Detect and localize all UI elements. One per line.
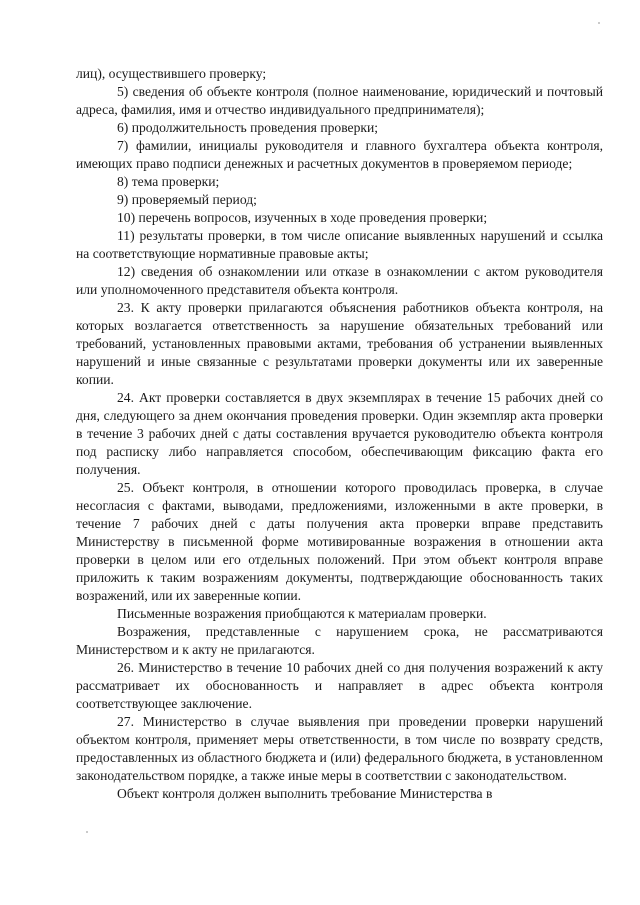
scan-speck (86, 831, 88, 833)
paragraph-14: Возражения, представленные с нарушением срока, не рассматриваются Министерством и к акту не прилагаются. (76, 624, 603, 657)
paragraph-3: 6) продолжительность проведения проверки; (117, 120, 379, 135)
paragraph-8: 11) результаты проверки, в том числе описание выявленных нарушений и ссылка на соответствующие нормативные правовые акты; (76, 228, 603, 261)
paragraph-6: 9) проверяемый период; (117, 192, 257, 207)
paragraph-11: 24. Акт проверки составляется в двух экземплярах в течение 15 рабочих дней со дня, следующего за днем окончания проведения проверки. Один экземпляр акта проверки в течение 3 рабочих дней с даты составления вручается руководителю объекта контроля под расписку либо направляется способом, обеспечивающим фиксацию факта его получения. (76, 390, 603, 477)
paragraph-15: 26. Министерство в течение 10 рабочих дней со дня получения возражений к акту рассматривает их обоснованность и направляет в адрес объекта контроля соответствующее заключение. (76, 660, 603, 711)
paragraph-2: 5) сведения об объекте контроля (полное наименование, юридический и почтовый адреса, фамилия, имя и отчество индивидуального предпринимателя); (76, 84, 603, 117)
paragraph-10: 23. К акту проверки прилагаются объяснения работников объекта контроля, на которых возлагается ответственность за нарушение обязательных требований или требований, установленных правовыми актами, требования об устранении выявленных нарушений и иные связанные с результатами проверки документы или их заверенные копии. (76, 300, 603, 387)
paragraph-5: 8) тема проверки; (117, 174, 220, 189)
paragraph-7: 10) перечень вопросов, изученных в ходе проведения проверки; (117, 210, 488, 225)
paragraph-13: Письменные возражения приобщаются к материалам проверки. (117, 606, 487, 621)
paragraph-9: 12) сведения об ознакомлении или отказе в ознакомлении с актом руководителя или уполномоченного представителя объекта контроля. (76, 264, 603, 297)
scan-speck (598, 22, 600, 24)
paragraph-16: 27. Министерство в случае выявления при проведении проверки нарушений объектом контроля, применяет меры ответственности, в том числе по возврату средств, предоставленных из областного бюджета и (или) федерального бюджета, в установленном законодательством порядке, а также иные меры в соответствии с законодательством. (76, 714, 603, 783)
document-body (76, 65, 603, 803)
paragraph-4: 7) фамилии, инициалы руководителя и главного бухгалтера объекта контроля, имеющих право подписи денежных и расчетных документов в проверяемом периоде; (76, 138, 603, 171)
paragraph-1: лиц), осуществившего проверку; (76, 66, 267, 81)
paragraph-17: Объект контроля должен выполнить требование Министерства в (117, 786, 493, 801)
paragraph-12: 25. Объект контроля, в отношении которого проводилась проверка, в случае несогласия с фактами, выводами, предложениями, изложенными в акте проверки, в течение 7 рабочих дней с даты получения акта проверки вправе представить Министерству в письменной форме мотивированные возражения в отношении акта проверки в целом или его отдельных положений. При этом объект контроля вправе приложить к таким возражениям документы, подтверждающие обоснованность таких возражений, или их заверенные копии. (76, 480, 603, 603)
